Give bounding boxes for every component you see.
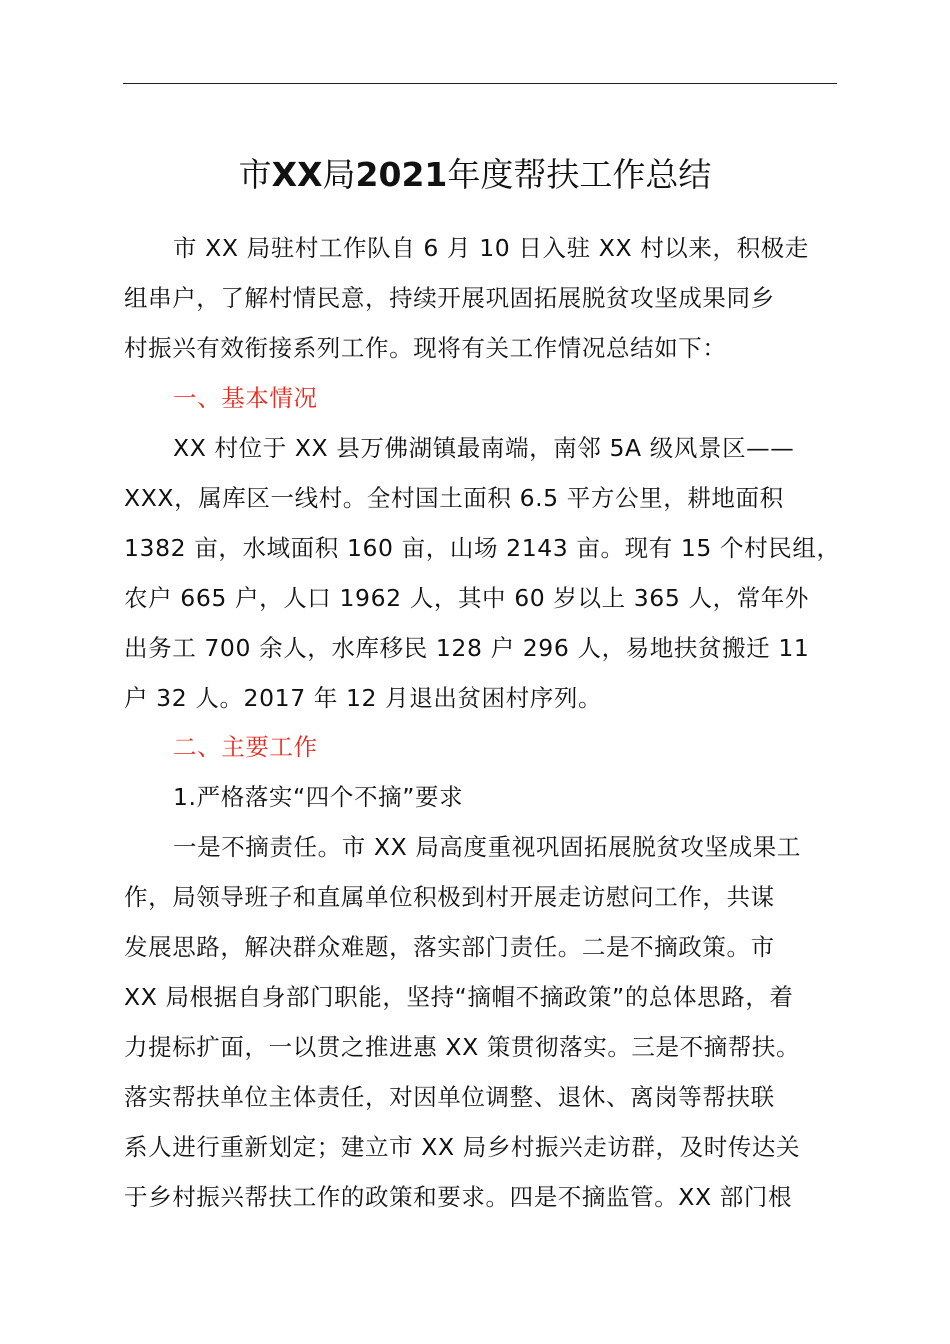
body-line-basic-1: XX 村位于 XX 县万佛湖镇最南端，南邻 5A 级风景区——	[173, 434, 795, 462]
header-rule	[123, 83, 837, 84]
title-part-year: 2021	[355, 155, 448, 194]
body-line-basic-2: XXX，属库区一线村。全村国土面积 6.5 平方公里，耕地面积	[124, 484, 784, 512]
body-line-intro-3: 村振兴有效衔接系列工作。现将有关工作情况总结如下：	[124, 334, 727, 362]
body-line-intro-2: 组串户，了解村情民意，持续开展巩固拓展脱贫攻坚成果同乡	[124, 284, 775, 312]
title-part-rest: 年度帮扶工作总结	[447, 155, 712, 194]
body-line-basic-3: 1382 亩，水域面积 160 亩，山场 2143 亩。现有 15 个村民组，	[124, 534, 841, 562]
subheading-four-no: 1.严格落实“四个不摘”要求	[173, 783, 464, 811]
document-title	[0, 150, 950, 200]
body-line-basic-5: 出务工 700 余人，水库移民 128 户 296 人，易地扶贫搬迁 11	[124, 634, 810, 662]
body-line-work-7: 系人进行重新划定；建立市 XX 局乡村振兴走访群，及时传达关	[124, 1133, 801, 1161]
title-part-bureau: 局	[322, 155, 356, 194]
body-line-work-3: 发展思路，解决群众难题，落实部门责任。二是不摘政策。市	[124, 933, 775, 961]
title-part-city: 市	[238, 155, 272, 194]
title-part-xx: XX	[271, 155, 323, 194]
body-line-work-5: 力提标扩面，一以贯之推进惠 XX 策贯彻落实。三是不摘帮扶。	[124, 1033, 801, 1061]
body-line-basic-4: 农户 665 户，人口 1962 人，其中 60 岁以上 365 人，常年外	[124, 584, 809, 612]
body-line-work-1: 一是不摘责任。市 XX 局高度重视巩固拓展脱贫攻坚成果工	[173, 833, 801, 861]
body-line-intro-1: 市 XX 局驻村工作队自 6 月 10 日入驻 XX 村以来，积极走	[173, 234, 809, 262]
section-heading-main-work: 二、主要工作	[173, 733, 318, 761]
body-line-work-4: XX 局根据自身部门职能，坚持“摘帽不摘政策”的总体思路，着	[124, 983, 794, 1011]
section-heading-basic: 一、基本情况	[173, 384, 318, 412]
body-line-work-8: 于乡村振兴帮扶工作的政策和要求。四是不摘监管。XX 部门根	[124, 1183, 793, 1211]
body-line-basic-6: 户 32 人。2017 年 12 月退出贫困村序列。	[124, 684, 603, 712]
body-line-work-6: 落实帮扶单位主体责任，对因单位调整、退休、离岗等帮扶联	[124, 1083, 775, 1111]
body-line-work-2: 作，局领导班子和直属单位积极到村开展走访慰问工作，共谋	[124, 883, 775, 911]
